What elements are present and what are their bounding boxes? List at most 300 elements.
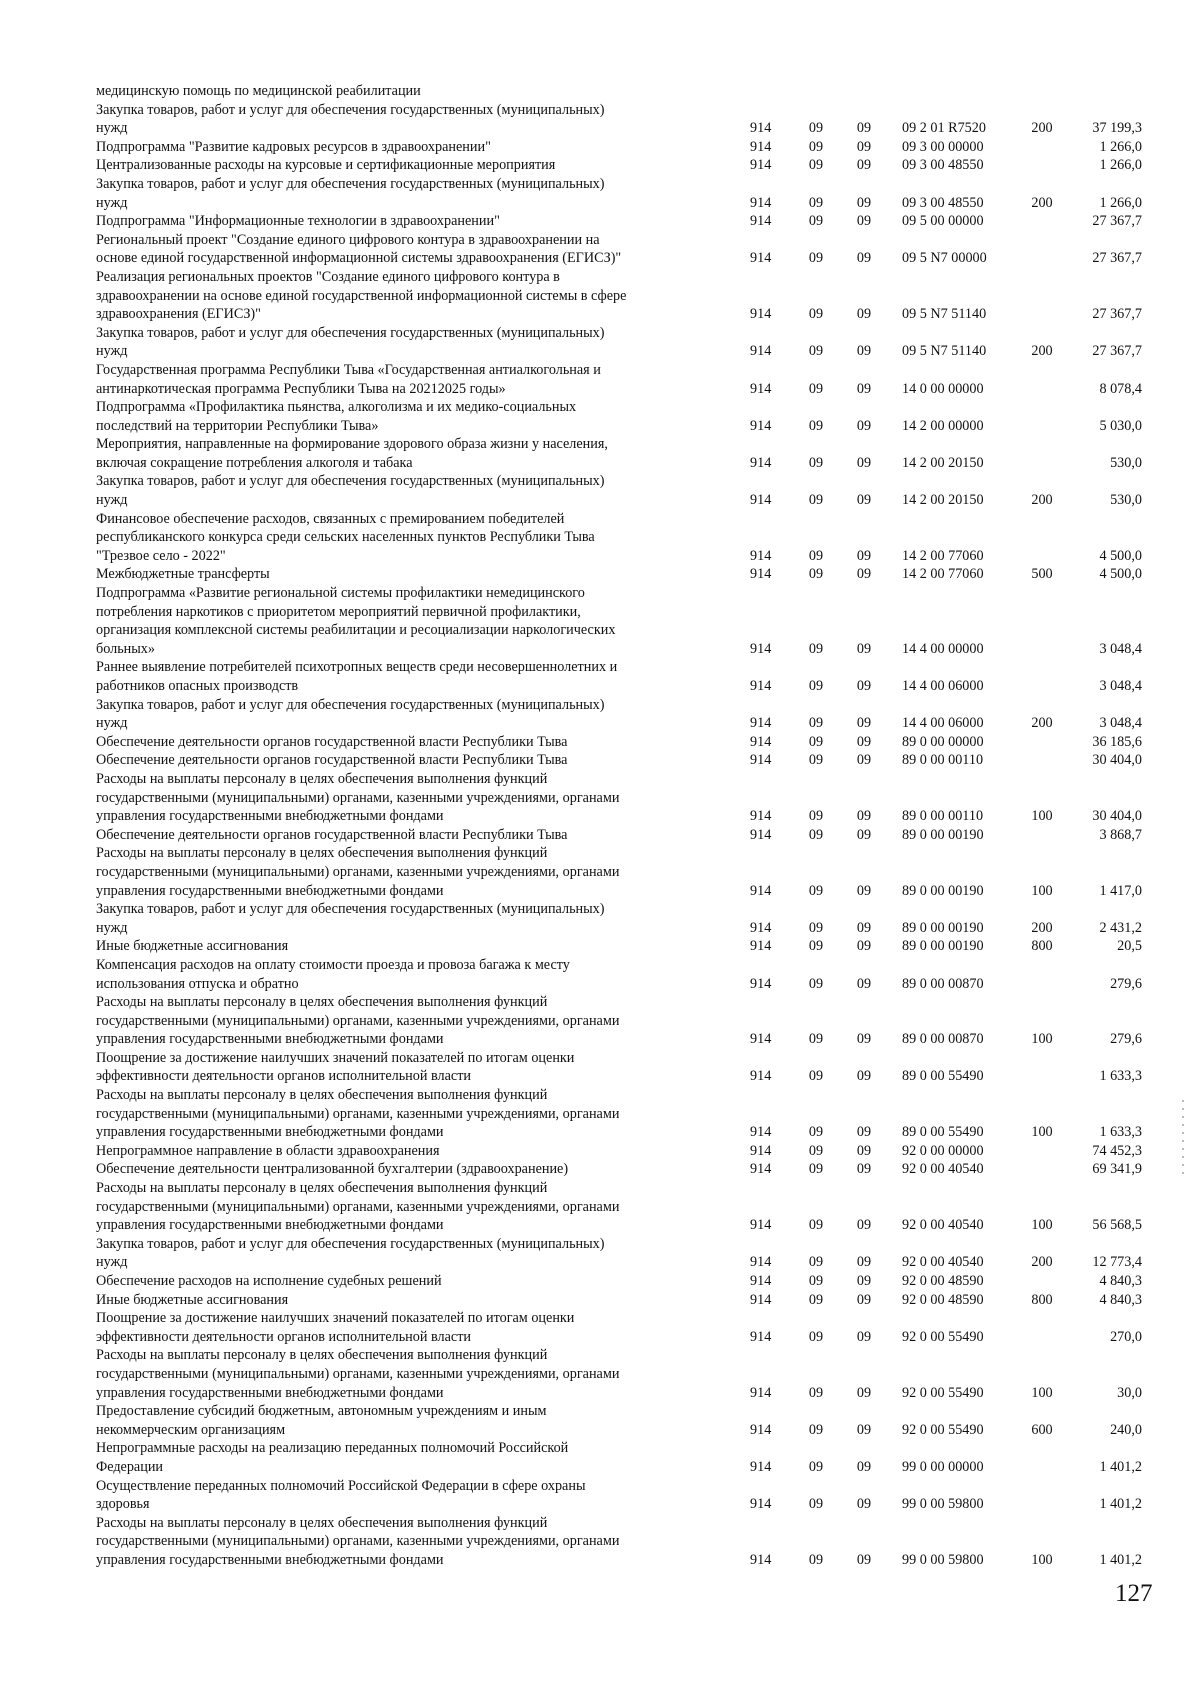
target-article: 14 4 00 06000 — [902, 678, 984, 694]
section-code: 09 — [808, 1254, 824, 1271]
table-row — [96, 956, 1142, 993]
target-article: 89 0 00 00190 — [902, 826, 984, 843]
table-row — [96, 101, 1142, 138]
row-description: Иные бюджетные ассигнования — [96, 1291, 289, 1308]
table-row — [96, 1346, 1142, 1402]
ministry-code: 914 — [750, 752, 772, 769]
ministry-code: 914 — [750, 1273, 772, 1289]
amount: 27 367,7 — [1092, 306, 1142, 323]
amount: 1 633,3 — [1099, 1068, 1142, 1085]
table-row — [96, 770, 1142, 826]
subsection-code: 09 — [856, 1421, 872, 1438]
ministry-code: 914 — [750, 1161, 772, 1178]
row-description: Закупка товаров, работ и услуг для обеспечения государственных (муниципальных) нужд — [96, 696, 605, 732]
section-code: 09 — [808, 306, 824, 323]
section-code: 09 — [808, 566, 824, 583]
target-article: 14 4 00 06000 — [902, 715, 984, 732]
ministry-code: 914 — [750, 1217, 772, 1234]
row-description: Подпрограмма "Информационные технологии в здравоохранении" — [96, 213, 500, 230]
amount: 4 840,3 — [1099, 1273, 1142, 1289]
row-description: Обеспечение деятельности органов государственной власти Республики Тыва — [96, 733, 568, 750]
target-article: 89 0 00 00190 — [902, 882, 984, 899]
table-row — [96, 1439, 1142, 1476]
section-code: 09 — [808, 380, 824, 397]
section-code: 09 — [808, 157, 824, 174]
row-description: Поощрение за достижение наилучших значений показателей по итогам оценки эффективности деятельности органов исполнительной власти — [96, 1310, 575, 1345]
subsection-code: 09 — [856, 715, 872, 732]
row-description: медицинскую помощь по медицинской реабилитации — [96, 83, 421, 99]
ministry-code: 914 — [750, 547, 772, 564]
row-description: Расходы на выплаты персоналу в целях обеспечения выполнения функций государственными (муниципальными) органами, казенными учреждениями, органами управления государственными внебюджетными фондами — [96, 1347, 620, 1401]
subsection-code: 09 — [856, 1124, 872, 1141]
section-code: 09 — [808, 808, 824, 825]
table-row — [96, 937, 1142, 956]
subsection-code: 09 — [856, 1496, 872, 1513]
table-row — [96, 1402, 1142, 1439]
ministry-code: 914 — [750, 138, 772, 155]
subsection-code: 09 — [856, 1142, 872, 1159]
target-article: 14 2 00 77060 — [902, 566, 984, 583]
ministry-code: 914 — [750, 1421, 772, 1438]
table-row — [96, 1049, 1142, 1086]
table-row — [96, 138, 1142, 157]
ministry-code: 914 — [750, 1496, 772, 1513]
target-article: 09 3 00 48550 — [902, 157, 984, 174]
target-article: 92 0 00 55490 — [902, 1384, 984, 1401]
margin-mark — [1182, 1100, 1184, 1180]
subsection-code: 09 — [856, 454, 872, 471]
ministry-code: 914 — [750, 250, 772, 267]
subsection-code: 09 — [856, 194, 872, 211]
target-article: 92 0 00 00000 — [902, 1142, 984, 1159]
section-code: 09 — [808, 454, 824, 471]
expense-type: 200 — [1031, 715, 1053, 732]
subsection-code: 09 — [856, 975, 872, 992]
target-article: 92 0 00 48590 — [902, 1273, 984, 1289]
ministry-code: 914 — [750, 213, 772, 230]
section-code: 09 — [808, 1031, 824, 1048]
target-article: 92 0 00 55490 — [902, 1328, 984, 1345]
amount: 4 840,3 — [1099, 1291, 1142, 1308]
subsection-code: 09 — [856, 882, 872, 899]
target-article: 89 0 00 00870 — [902, 1031, 984, 1048]
table-row — [96, 658, 1142, 695]
row-description: Непрограммное направление в области здравоохранения — [96, 1142, 440, 1159]
section-code: 09 — [808, 733, 824, 750]
row-description: Межбюджетные трансферты — [96, 566, 270, 583]
table-row — [96, 175, 1142, 212]
ministry-code: 914 — [750, 417, 772, 434]
row-description: Закупка товаров, работ и услуг для обеспечения государственных (муниципальных) нужд — [96, 324, 605, 360]
row-description: Обеспечение деятельности централизованной бухгалтерии (здравоохранение) — [96, 1161, 569, 1178]
amount: 1 266,0 — [1099, 138, 1142, 155]
target-article: 09 3 00 48550 — [902, 194, 984, 211]
section-code: 09 — [808, 975, 824, 992]
section-code: 09 — [808, 919, 824, 936]
row-description: Подпрограмма «Профилактика пьянства, алкоголизма и их медико-социальных последствий на территории Республики Тыва» — [96, 399, 577, 434]
row-description: Расходы на выплаты персоналу в целях обеспечения выполнения функций государственными (муниципальными) органами, казенными учреждениями, органами управления государственными внебюджетными фондами — [96, 845, 620, 899]
expense-type: 600 — [1031, 1421, 1053, 1438]
row-description: Расходы на выплаты персоналу в целях обеспечения выполнения функций государственными (муниципальными) органами, казенными учреждениями, органами управления государственными внебюджетными фондами — [96, 1087, 620, 1141]
table-row — [96, 1235, 1142, 1272]
table-row — [96, 82, 1126, 101]
section-code: 09 — [808, 417, 824, 434]
target-article: 92 0 00 55490 — [902, 1421, 984, 1438]
ministry-code: 914 — [750, 826, 772, 843]
expense-type: 200 — [1031, 194, 1053, 211]
expense-type: 200 — [1031, 919, 1053, 936]
ministry-code: 914 — [750, 808, 772, 825]
table-row — [96, 435, 1142, 472]
row-description: Обеспечение деятельности органов государственной власти Республики Тыва — [96, 752, 568, 769]
row-description: Компенсация расходов на оплату стоимости проезда и провоза багажа к месту использования отпуска и обратно — [96, 956, 570, 992]
ministry-code: 914 — [750, 1291, 772, 1308]
amount: 30 404,0 — [1092, 808, 1142, 825]
subsection-code: 09 — [856, 306, 872, 323]
table-row — [96, 268, 1142, 324]
page-number: 127 — [1115, 1580, 1153, 1607]
row-description: Финансовое обеспечение расходов, связанных с премированием победителей республиканского конкурса среди сельских населенных пунктов Республики Тыва "Трезвое село - 2022" — [96, 510, 595, 564]
amount: 1 266,0 — [1099, 194, 1142, 211]
target-article: 89 0 00 00190 — [902, 919, 984, 936]
expense-type: 800 — [1031, 1291, 1053, 1308]
subsection-code: 09 — [856, 938, 872, 955]
ministry-code: 914 — [750, 194, 772, 211]
expense-type: 200 — [1031, 492, 1053, 509]
subsection-code: 09 — [856, 566, 872, 583]
amount: 530,0 — [1110, 454, 1142, 471]
table-row — [96, 1160, 1142, 1179]
ministry-code: 914 — [750, 678, 772, 694]
section-code: 09 — [808, 1161, 824, 1178]
target-article: 92 0 00 40540 — [902, 1217, 984, 1234]
amount: 1 266,0 — [1099, 157, 1142, 174]
table-row — [96, 231, 1142, 268]
ministry-code: 914 — [750, 1142, 772, 1159]
row-description: Расходы на выплаты персоналу в целях обеспечения выполнения функций государственными (муниципальными) органами, казенными учреждениями, органами управления государственными внебюджетными фондами — [96, 1180, 620, 1234]
section-code: 09 — [808, 1551, 824, 1568]
ministry-code: 914 — [750, 1551, 772, 1568]
row-description: Осуществление переданных полномочий Российской Федерации в сфере охраны здоровья — [96, 1477, 586, 1513]
subsection-code: 09 — [856, 808, 872, 825]
row-description: Закупка товаров, работ и услуг для обеспечения государственных (муниципальных) нужд — [96, 473, 605, 509]
target-article: 89 0 00 00110 — [902, 752, 984, 769]
table-row — [96, 361, 1142, 398]
section-code: 09 — [808, 120, 824, 137]
amount: 3 048,4 — [1099, 715, 1142, 732]
row-description: Закупка товаров, работ и услуг для обеспечения государственных (муниципальных) нужд — [96, 1235, 605, 1271]
target-article: 09 2 01 R7520 — [902, 120, 986, 137]
section-code: 09 — [808, 1124, 824, 1141]
row-description: Расходы на выплаты персоналу в целях обеспечения выполнения функций государственными (муниципальными) органами, казенными учреждениями, органами управления государственными внебюджетными фондами — [96, 1514, 620, 1568]
ministry-code: 914 — [750, 380, 772, 397]
row-description: Непрограммные расходы на реализацию переданных полномочий Российской Федерации — [96, 1440, 569, 1475]
amount: 27 367,7 — [1092, 343, 1142, 360]
target-article: 92 0 00 40540 — [902, 1161, 984, 1178]
subsection-code: 09 — [856, 1161, 872, 1178]
table-row — [96, 510, 1142, 566]
expense-type: 100 — [1031, 1384, 1053, 1401]
amount: 4 500,0 — [1099, 566, 1142, 583]
subsection-code: 09 — [856, 826, 872, 843]
row-description: Реализация региональных проектов "Создание единого цифрового контура в здравоохранении на основе единой государственной информационной системы в сфере здравоохранения (ЕГИСЗ)" — [96, 268, 627, 323]
row-description: Поощрение за достижение наилучших значений показателей по итогам оценки эффективности деятельности органов исполнительной власти — [96, 1049, 575, 1085]
ministry-code: 914 — [750, 975, 772, 992]
table-row — [96, 1477, 1142, 1514]
section-code: 09 — [808, 194, 824, 211]
expense-type: 100 — [1031, 1551, 1053, 1568]
ministry-code: 914 — [750, 120, 772, 137]
table-row — [96, 900, 1142, 937]
section-code: 09 — [808, 1458, 824, 1475]
amount: 279,6 — [1110, 1031, 1142, 1048]
amount: 3 048,4 — [1099, 640, 1142, 657]
target-article: 14 4 00 00000 — [902, 640, 984, 657]
section-code: 09 — [808, 138, 824, 155]
section-code: 09 — [808, 547, 824, 564]
target-article: 09 5 00 00000 — [902, 213, 984, 230]
row-description: Мероприятия, направленные на формирование здорового образа жизни у населения, включая сокращение потребления алкоголя и табака — [96, 436, 608, 471]
target-article: 89 0 00 00110 — [902, 808, 984, 825]
subsection-code: 09 — [856, 678, 872, 694]
table-row — [96, 156, 1142, 175]
section-code: 09 — [808, 826, 824, 843]
table-row — [96, 993, 1142, 1049]
amount: 240,0 — [1110, 1421, 1142, 1438]
row-description: Предоставление субсидий бюджетным, автономным учреждениям и иным некоммерческим организациям — [96, 1403, 547, 1438]
target-article: 99 0 00 59800 — [902, 1496, 984, 1513]
subsection-code: 09 — [856, 250, 872, 267]
expense-type: 100 — [1031, 808, 1053, 825]
section-code: 09 — [808, 1142, 824, 1159]
subsection-code: 09 — [856, 417, 872, 434]
row-description: Подпрограмма "Развитие кадровых ресурсов в здравоохранении" — [96, 138, 491, 155]
subsection-code: 09 — [856, 1068, 872, 1085]
ministry-code: 914 — [750, 882, 772, 899]
target-article: 99 0 00 59800 — [902, 1551, 984, 1568]
subsection-code: 09 — [856, 1384, 872, 1401]
table-row — [96, 844, 1142, 900]
amount: 4 500,0 — [1099, 547, 1142, 564]
target-article: 09 5 N7 51140 — [902, 343, 987, 360]
amount: 37 199,3 — [1092, 120, 1142, 137]
amount: 279,6 — [1110, 975, 1142, 992]
row-description: Расходы на выплаты персоналу в целях обеспечения выполнения функций государственными (муниципальными) органами, казенными учреждениями, органами управления государственными внебюджетными фондами — [96, 994, 620, 1048]
target-article: 89 0 00 00000 — [902, 733, 984, 750]
section-code: 09 — [808, 1496, 824, 1513]
subsection-code: 09 — [856, 343, 872, 360]
subsection-code: 09 — [856, 1328, 872, 1345]
section-code: 09 — [808, 492, 824, 509]
expense-type: 200 — [1031, 1254, 1053, 1271]
subsection-code: 09 — [856, 138, 872, 155]
target-article: 99 0 00 00000 — [902, 1458, 984, 1475]
target-article: 89 0 00 00190 — [902, 938, 984, 955]
target-article: 09 5 N7 51140 — [902, 306, 987, 323]
ministry-code: 914 — [750, 640, 772, 657]
target-article: 92 0 00 40540 — [902, 1254, 984, 1271]
target-article: 14 2 00 20150 — [902, 454, 984, 471]
table-row — [96, 1179, 1142, 1235]
ministry-code: 914 — [750, 715, 772, 732]
subsection-code: 09 — [856, 380, 872, 397]
section-code: 09 — [808, 1068, 824, 1085]
section-code: 09 — [808, 938, 824, 955]
ministry-code: 914 — [750, 454, 772, 471]
section-code: 09 — [808, 343, 824, 360]
amount: 74 452,3 — [1092, 1142, 1142, 1159]
amount: 530,0 — [1110, 492, 1142, 509]
table-row — [96, 1142, 1142, 1161]
row-description: Централизованные расходы на курсовые и сертификационные мероприятия — [96, 157, 556, 174]
table-row — [96, 733, 1142, 752]
ministry-code: 914 — [750, 492, 772, 509]
target-article: 89 0 00 55490 — [902, 1124, 984, 1141]
amount: 30 404,0 — [1092, 752, 1142, 769]
row-description: Региональный проект "Создание единого цифрового контура в здравоохранении на основе единой государственной информационной системы здравоохранения (ЕГИСЗ)" — [96, 231, 622, 267]
amount: 27 367,7 — [1092, 213, 1142, 230]
section-code: 09 — [808, 250, 824, 267]
section-code: 09 — [808, 752, 824, 769]
amount: 1 401,2 — [1099, 1458, 1142, 1475]
section-code: 09 — [808, 1384, 824, 1401]
section-code: 09 — [808, 1273, 824, 1289]
ministry-code: 914 — [750, 1254, 772, 1271]
expense-type: 500 — [1031, 566, 1053, 583]
amount: 69 341,9 — [1092, 1161, 1142, 1178]
subsection-code: 09 — [856, 640, 872, 657]
table-row — [96, 1309, 1142, 1346]
ministry-code: 914 — [750, 566, 772, 583]
ministry-code: 914 — [750, 733, 772, 750]
target-article: 14 0 00 00000 — [902, 380, 984, 397]
row-description: Подпрограмма «Развитие региональной системы профилактики немедицинского потребления наркотиков с приоритетом мероприятий первичной профилактики, организация комплексной системы реабилитации и ресоциализации наркологических больных» — [96, 585, 616, 657]
subsection-code: 09 — [856, 213, 872, 230]
subsection-code: 09 — [856, 1217, 872, 1234]
amount: 20,5 — [1117, 938, 1142, 955]
table-row — [96, 1086, 1142, 1142]
section-code: 09 — [808, 715, 824, 732]
subsection-code: 09 — [856, 1273, 872, 1289]
target-article: 14 2 00 77060 — [902, 547, 984, 564]
expense-type: 100 — [1031, 1124, 1053, 1141]
expense-type: 200 — [1031, 120, 1053, 137]
budget-table — [96, 82, 1142, 1570]
subsection-code: 09 — [856, 547, 872, 564]
expense-type: 100 — [1031, 882, 1053, 899]
subsection-code: 09 — [856, 1458, 872, 1475]
expense-type: 800 — [1031, 938, 1053, 955]
table-row — [96, 826, 1142, 845]
amount: 270,0 — [1110, 1328, 1142, 1345]
table-row — [96, 472, 1142, 509]
subsection-code: 09 — [856, 1254, 872, 1271]
row-description: Закупка товаров, работ и услуг для обеспечения государственных (муниципальных) нужд — [96, 101, 605, 137]
target-article: 09 5 N7 00000 — [902, 250, 987, 267]
subsection-code: 09 — [856, 157, 872, 174]
target-article: 14 2 00 00000 — [902, 417, 984, 434]
row-description: Закупка товаров, работ и услуг для обеспечения государственных (муниципальных) нужд — [96, 175, 605, 211]
amount: 30,0 — [1117, 1384, 1142, 1401]
table-row — [96, 398, 1142, 435]
ministry-code: 914 — [750, 938, 772, 955]
table-row — [96, 584, 1142, 658]
amount: 3 048,4 — [1099, 678, 1142, 694]
amount: 12 773,4 — [1092, 1254, 1142, 1271]
ministry-code: 914 — [750, 1031, 772, 1048]
ministry-code: 914 — [750, 1458, 772, 1475]
amount: 1 401,2 — [1099, 1496, 1142, 1513]
expense-type: 100 — [1031, 1217, 1053, 1234]
amount: 36 185,6 — [1092, 733, 1142, 750]
table-row — [96, 1272, 1142, 1291]
section-code: 09 — [808, 1291, 824, 1308]
subsection-code: 09 — [856, 919, 872, 936]
amount: 5 030,0 — [1099, 417, 1142, 434]
subsection-code: 09 — [856, 752, 872, 769]
ministry-code: 914 — [750, 1384, 772, 1401]
ministry-code: 914 — [750, 1068, 772, 1085]
amount: 2 431,2 — [1099, 919, 1142, 936]
target-article: 89 0 00 00870 — [902, 975, 984, 992]
row-description: Расходы на выплаты персоналу в целях обеспечения выполнения функций государственными (муниципальными) органами, казенными учреждениями, органами управления государственными внебюджетными фондами — [96, 770, 620, 825]
amount: 3 868,7 — [1099, 826, 1142, 843]
row-description: Обеспечение деятельности органов государственной власти Республики Тыва — [96, 826, 568, 843]
section-code: 09 — [808, 1421, 824, 1438]
section-code: 09 — [808, 1217, 824, 1234]
section-code: 09 — [808, 882, 824, 899]
subsection-code: 09 — [856, 1031, 872, 1048]
table-row — [96, 565, 1142, 584]
row-description: Закупка товаров, работ и услуг для обеспечения государственных (муниципальных) нужд — [96, 901, 605, 936]
ministry-code: 914 — [750, 157, 772, 174]
table-row — [96, 696, 1142, 733]
row-description: Обеспечение расходов на исполнение судебных решений — [96, 1273, 442, 1289]
ministry-code: 914 — [750, 1328, 772, 1345]
amount: 27 367,7 — [1092, 250, 1142, 267]
amount: 56 568,5 — [1092, 1217, 1142, 1234]
amount: 8 078,4 — [1099, 380, 1142, 397]
expense-type: 100 — [1031, 1031, 1053, 1048]
ministry-code: 914 — [750, 919, 772, 936]
table-row — [96, 751, 1142, 770]
subsection-code: 09 — [856, 1551, 872, 1568]
ministry-code: 914 — [750, 343, 772, 360]
subsection-code: 09 — [856, 733, 872, 750]
table-row — [96, 324, 1142, 361]
section-code: 09 — [808, 640, 824, 657]
row-description: Государственная программа Республики Тыва «Государственная антиалкогольная и антинаркотическая программа Республики Тыва на 20212025 годы» — [96, 361, 601, 397]
subsection-code: 09 — [856, 1291, 872, 1308]
target-article: 92 0 00 48590 — [902, 1291, 984, 1308]
expense-type: 200 — [1031, 343, 1053, 360]
table-row — [96, 1514, 1142, 1570]
amount: 1 417,0 — [1099, 882, 1142, 899]
section-code: 09 — [808, 1328, 824, 1345]
subsection-code: 09 — [856, 120, 872, 137]
section-code: 09 — [808, 213, 824, 230]
amount: 1 633,3 — [1099, 1124, 1142, 1141]
target-article: 09 3 00 00000 — [902, 138, 984, 155]
table-row — [96, 212, 1142, 231]
section-code: 09 — [808, 678, 824, 694]
target-article: 14 2 00 20150 — [902, 492, 984, 509]
subsection-code: 09 — [856, 492, 872, 509]
amount: 1 401,2 — [1099, 1551, 1142, 1568]
ministry-code: 914 — [750, 306, 772, 323]
row-description: Раннее выявление потребителей психотропных веществ среди несовершеннолетних и работников опасных производств — [96, 659, 618, 694]
ministry-code: 914 — [750, 1124, 772, 1141]
